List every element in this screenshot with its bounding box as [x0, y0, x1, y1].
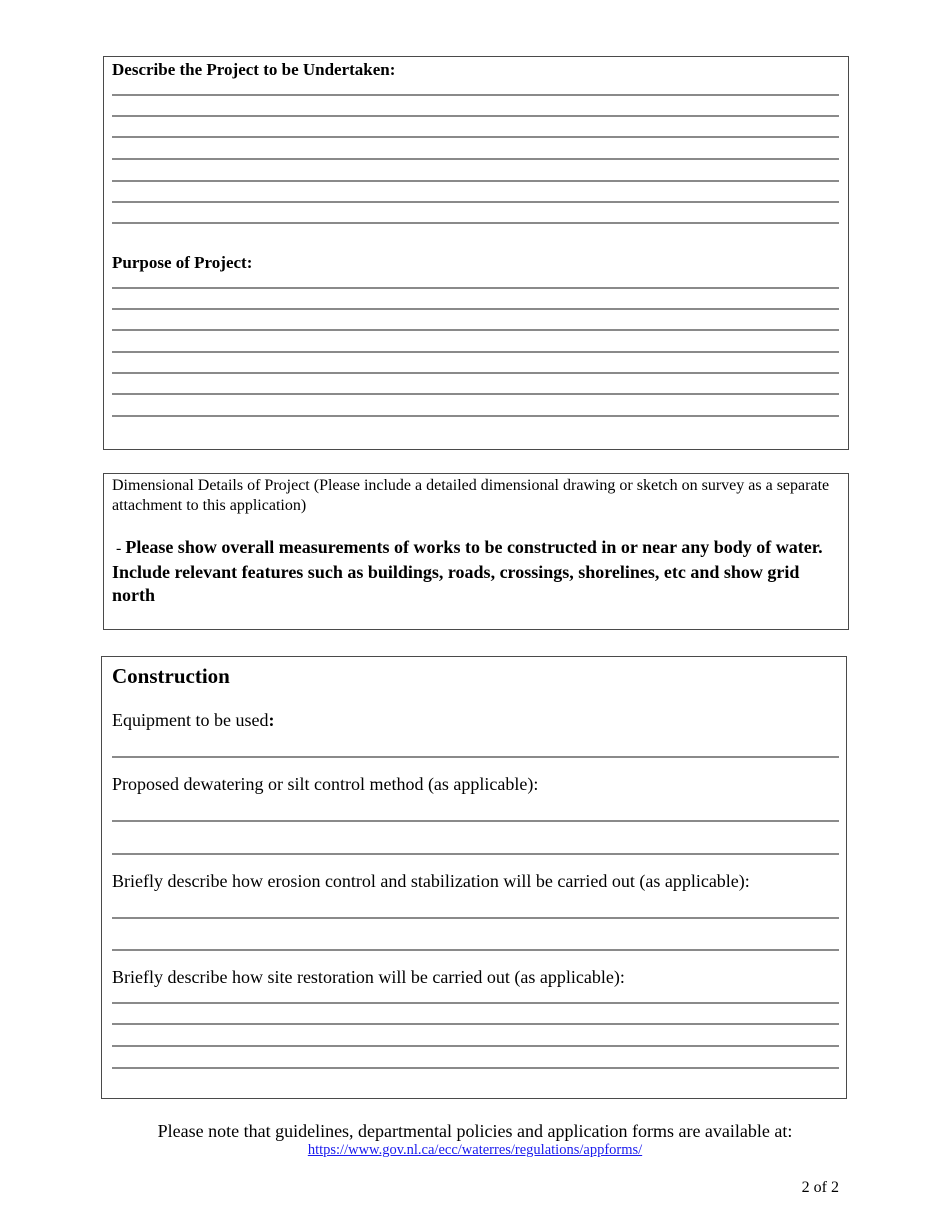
describe-line-7[interactable] — [112, 222, 839, 224]
describe-line-3[interactable] — [112, 136, 839, 138]
restoration-line-2[interactable] — [112, 1023, 839, 1025]
restoration-label: Briefly describe how site restoration will be carried out (as applicable): — [112, 967, 625, 987]
equipment-line-1[interactable] — [112, 756, 839, 758]
equipment-label — [112, 710, 274, 731]
purpose-line-3[interactable] — [112, 329, 839, 331]
equipment-label-colon: : — [268, 710, 275, 730]
dimensional-intro: Dimensional Details of Project (Please include a detailed dimensional drawing or sketch on survey as a separate attachment to this application) — [112, 477, 830, 514]
dimensional-dash: - — [112, 540, 126, 557]
describe-project-heading: Describe the Project to be Undertaken: — [112, 60, 396, 79]
purpose-line-5[interactable] — [112, 372, 839, 374]
footer-note: Please note that guidelines, departmental policies and application forms are available at: — [157, 1121, 793, 1141]
dewatering-line-2[interactable] — [112, 853, 839, 855]
dewatering-line-1[interactable] — [112, 820, 839, 822]
construction-heading: Construction — [112, 664, 230, 688]
dewatering-label: Proposed dewatering or silt control method (as applicable): — [112, 774, 539, 794]
purpose-heading: Purpose of Project: — [112, 253, 253, 272]
purpose-line-6[interactable] — [112, 393, 839, 395]
describe-line-1[interactable] — [112, 94, 839, 96]
purpose-line-4[interactable] — [112, 351, 839, 353]
erosion-line-1[interactable] — [112, 917, 839, 919]
purpose-line-1[interactable] — [112, 287, 839, 289]
describe-line-4[interactable] — [112, 158, 839, 160]
footer-link-container — [0, 1142, 950, 1159]
describe-line-6[interactable] — [112, 201, 839, 203]
erosion-label: Briefly describe how erosion control and stabilization will be carried out (as applicable): — [112, 871, 750, 891]
restoration-line-3[interactable] — [112, 1045, 839, 1047]
erosion-line-2[interactable] — [112, 949, 839, 951]
purpose-line-7[interactable] — [112, 415, 839, 417]
describe-line-2[interactable] — [112, 115, 839, 117]
dimensional-instructions — [112, 536, 837, 608]
appforms-link[interactable]: https://www.gov.nl.ca/ecc/waterres/regulations/appforms/ — [307, 1142, 643, 1158]
page-number: 2 of 2 — [801, 1179, 839, 1196]
dimensional-emphasis: Please show overall measurements of works to be constructed in or near any body of water. Include relevant features such as buildings, roads, crossings, shorelines, etc and show grid north — [112, 537, 823, 605]
purpose-line-2[interactable] — [112, 308, 839, 310]
restoration-line-1[interactable] — [112, 1002, 839, 1004]
restoration-line-4[interactable] — [112, 1067, 839, 1069]
equipment-label-text: Equipment to be used — [112, 710, 269, 730]
describe-line-5[interactable] — [112, 180, 839, 182]
